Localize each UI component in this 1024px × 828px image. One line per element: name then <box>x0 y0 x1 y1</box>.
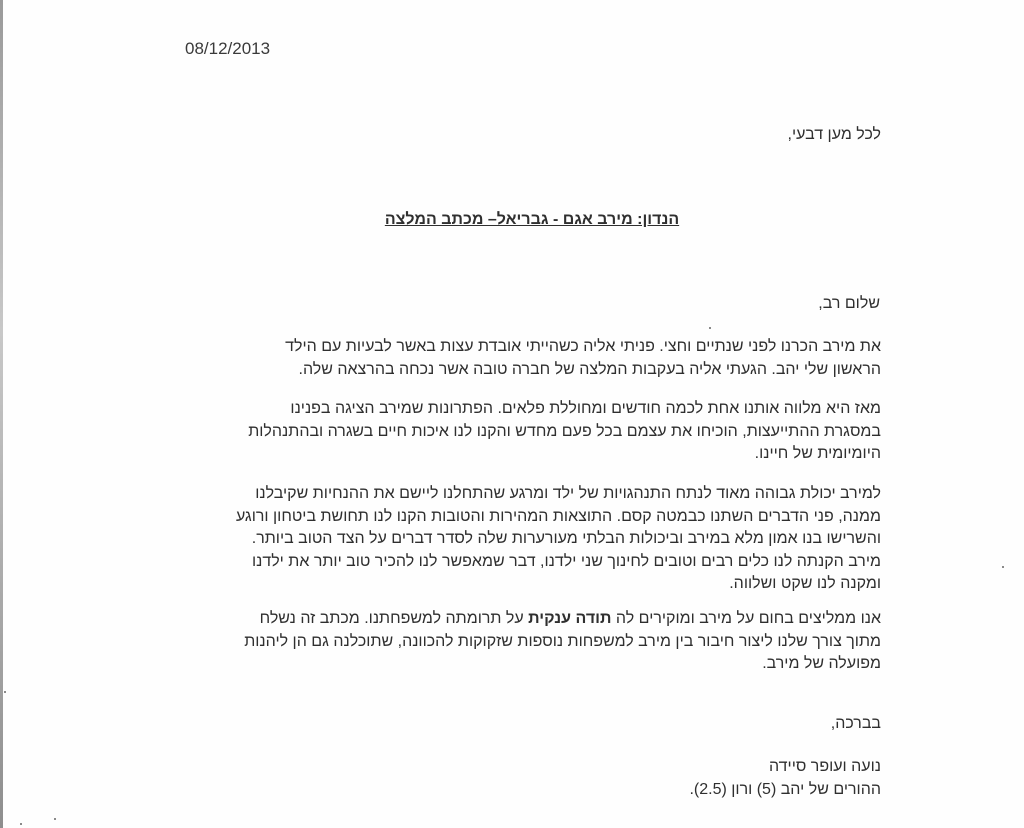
paragraph-2 <box>248 398 881 466</box>
paragraph-1 <box>285 336 881 381</box>
paragraph-4 <box>244 608 881 676</box>
paragraph-3-line: והשרישו בנו אמון מלא במירב וביכולות הבלתי מעורערות שלה לסדר דברים על הצד הטוב ביותר. <box>251 530 881 547</box>
paragraph-4-bold-thanks: תודה ענקית <box>528 610 612 627</box>
signature-names: נועה ועופר סיידה <box>769 758 881 775</box>
signature-block <box>689 756 881 801</box>
scan-speck <box>1002 566 1004 568</box>
paragraph-3-line: ממנה, פני הדברים השתנו כבמטה קסם. התוצאות המהירות והטובות הקנו לנו תחושת ביטחון ורוגע <box>235 507 881 525</box>
paragraph-1-line: את מירב הכרנו לפני שנתיים וחצי. פניתי אליה כשהייתי אובדת עצות באשר לבעיות עם הילד <box>285 338 881 355</box>
paragraph-4-line-3: מפועלה של מירב. <box>762 655 881 672</box>
paragraph-4-line-2: מתוך צורך שלנו ליצור חיבור בין מירב למשפחות נוספות שזקוקות להכוונה, שתוכלנה גם הן ליהנות <box>244 632 881 650</box>
scan-speck <box>54 818 56 820</box>
scan-speck <box>4 691 6 693</box>
letter-recipient: לכל מען דבעי, <box>787 126 881 143</box>
paragraph-4-text-after: על תרומתה למשפחתנו. מכתב זה נשלח <box>259 610 529 627</box>
paragraph-3-line: ומקנה לנו שקט ושלווה. <box>729 575 881 592</box>
paragraph-3-line: מירב הקנתה לנו כלים רבים וטובים לחינוך שני ילדנו, דבר שמאפשר לנו להכיר טוב יותר את ילדנו <box>251 552 881 570</box>
scan-speck <box>20 823 22 825</box>
paragraph-2-line: מאז היא מלווה אותנו אחת לכמה חודשים ומחוללת פלאים. הפתרונות שמירב הציגה בפנינו <box>290 400 881 417</box>
scan-speck <box>709 327 711 329</box>
paragraph-2-line: במסגרת ההתייעצות, הוכיחו את עצמם בכל פעם מחדש והקנו לנו איכות חיים בשגרה ובהתנהלות <box>248 422 881 440</box>
letter-subject: הנדון: מירב אגם - גבריאל– מכתב המלצה <box>384 211 680 228</box>
paragraph-3-line: למירב יכולת גבוהה מאוד לנתח התנהגויות של ילד ומרגע שהתחלנו ליישם את ההנחיות שקיבלנו <box>255 485 881 502</box>
signature-parents: ההורים של יהב (5) ורון (2.5). <box>689 780 881 798</box>
paragraph-4-line-1 <box>244 608 881 631</box>
letter-date: 08/12/2013 <box>185 39 271 58</box>
paragraph-1-line: הראשון שלי יהב. הגעתי אליה בעקבות המלצה של חברה טובה אשר נכחה בהרצאה שלה. <box>298 360 881 378</box>
paragraph-2-line: היומיומית של חיינו. <box>754 445 881 462</box>
letter-greeting: שלום רב, <box>818 295 880 312</box>
letter-closing: בברכה, <box>830 715 881 732</box>
paragraph-4-text-before: אנו ממליצים בחום על מירב ומוקירים לה <box>611 610 881 627</box>
paragraph-3 <box>236 483 881 596</box>
